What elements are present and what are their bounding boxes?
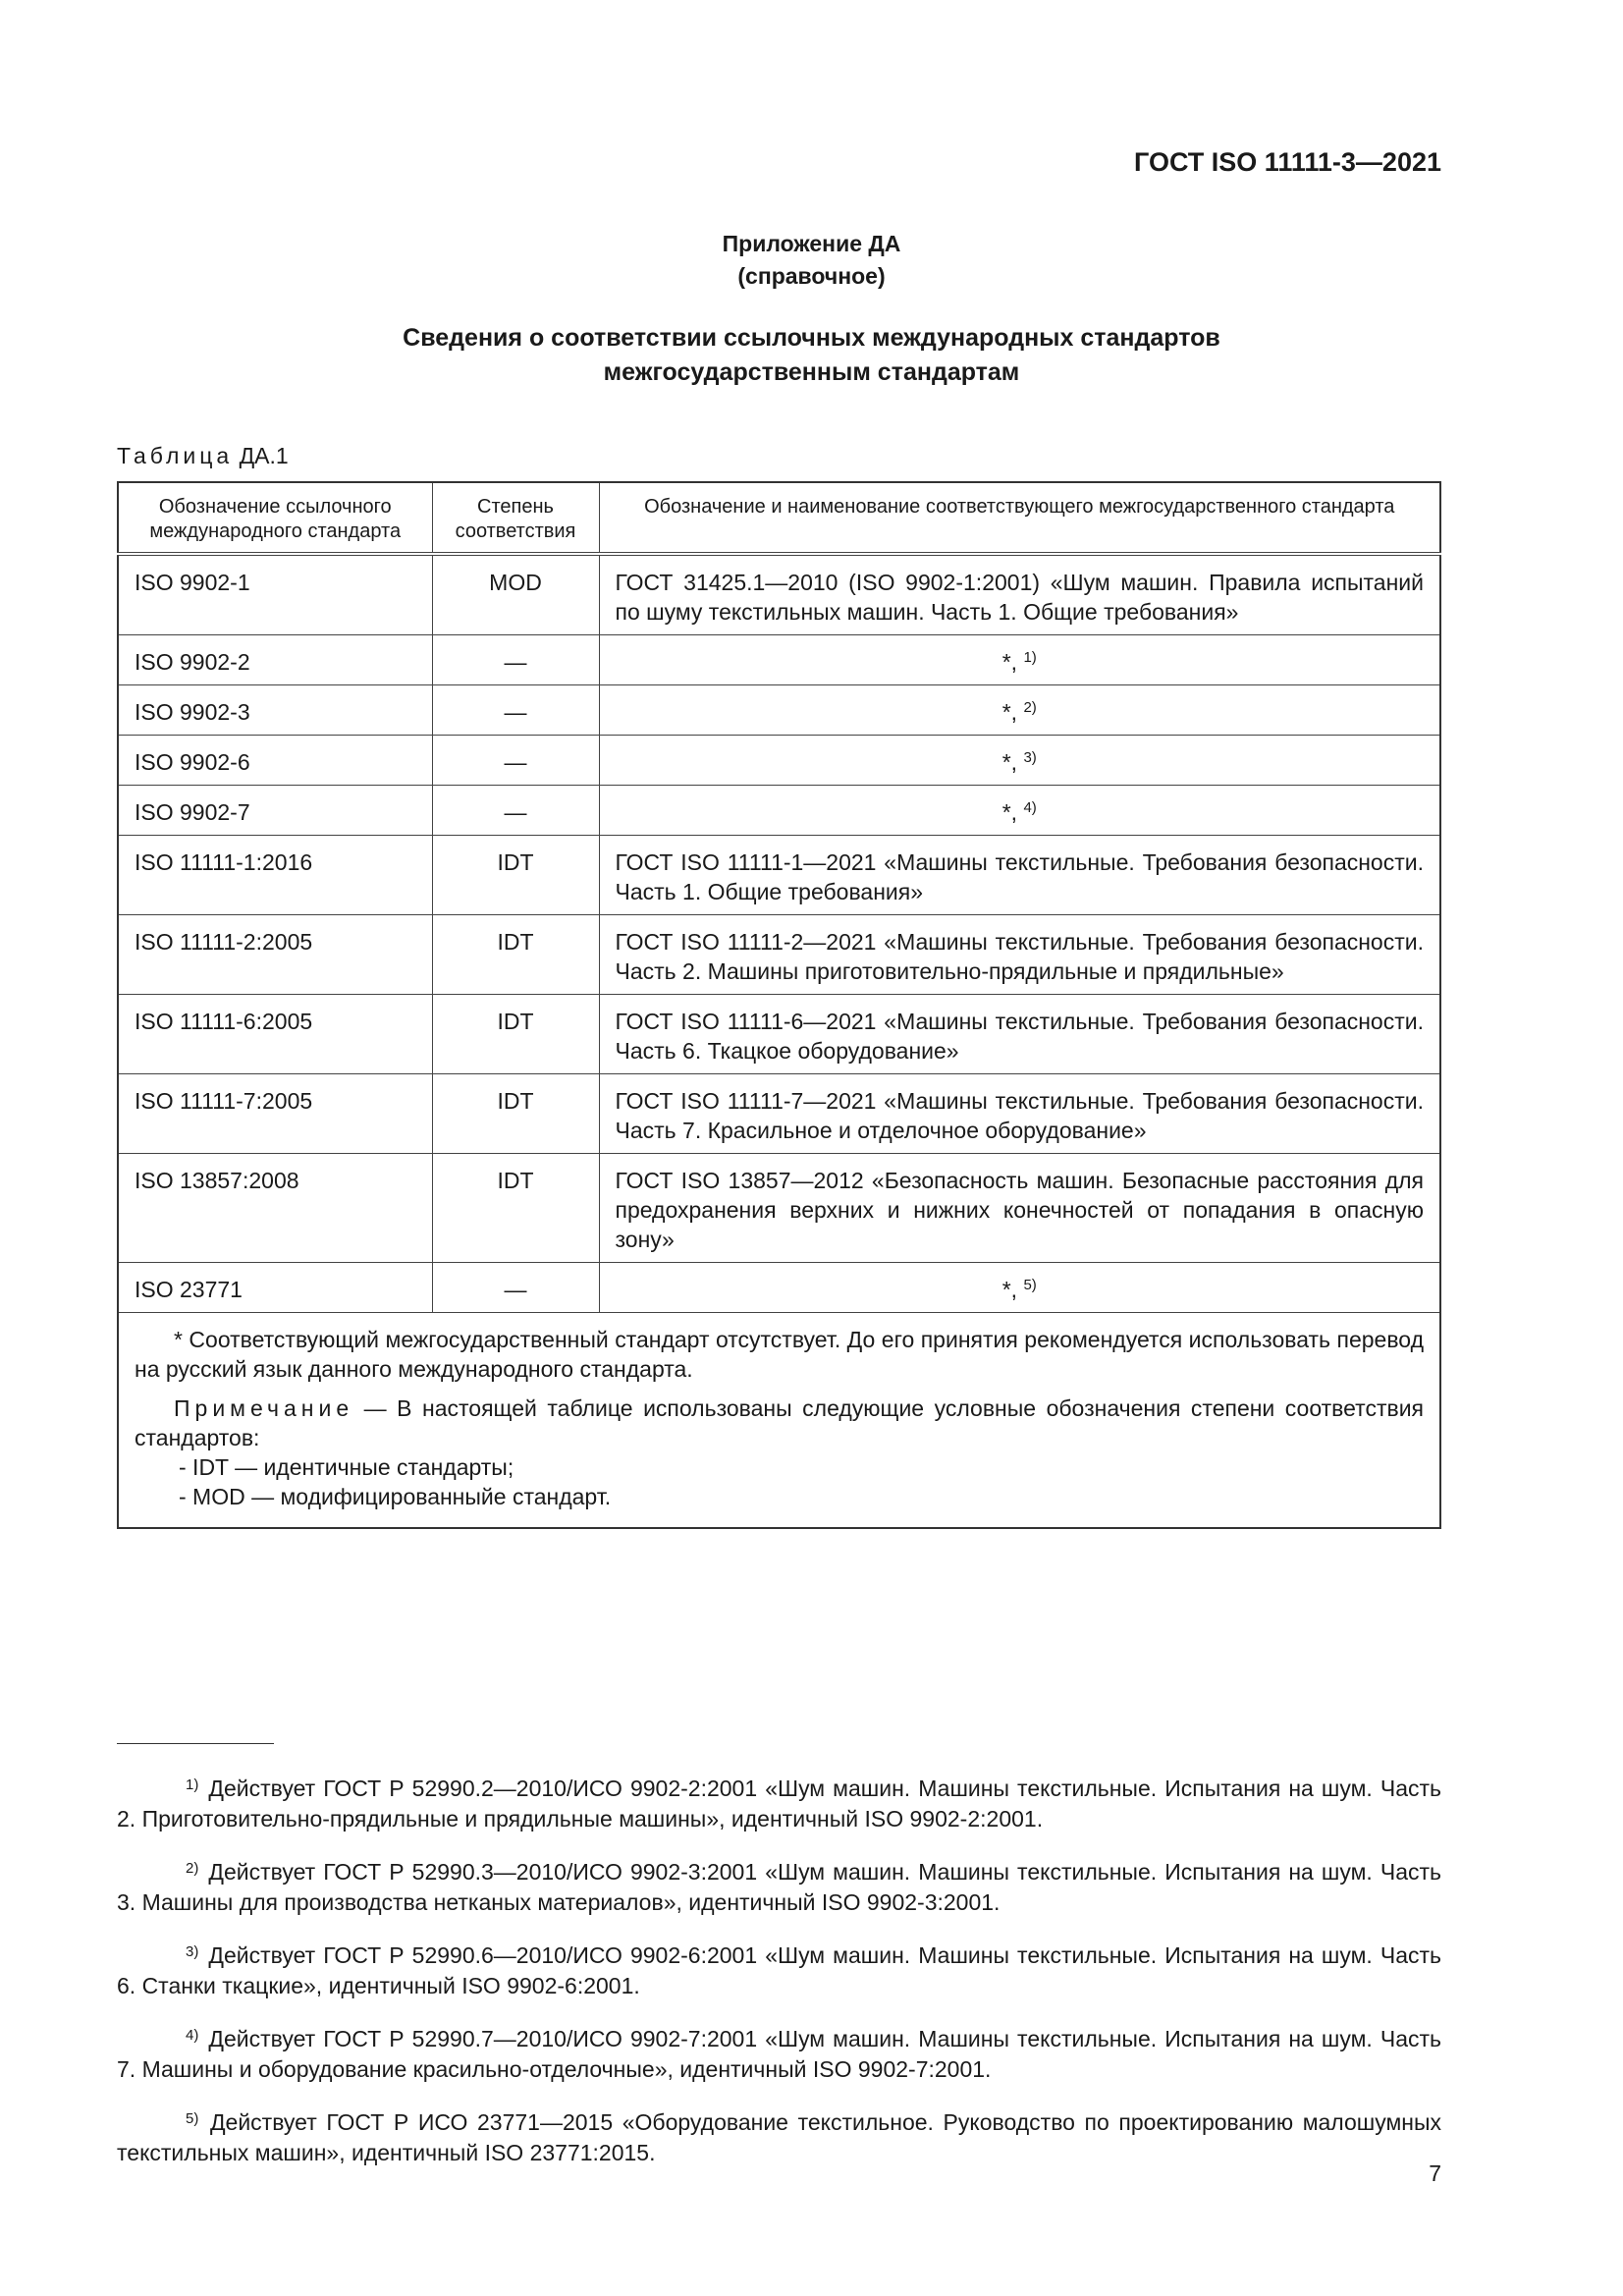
cell-degree: — [432, 736, 599, 786]
footnote-ref: 2) [1023, 699, 1037, 716]
national-standard-text: ГОСТ 31425.1—2010 (ISO 9902-1:2001) «Шум машин. Правила испытаний по шуму текстильных машин. Часть 1. Общие требования» [615, 570, 1424, 625]
cell-ref-standard: ISO 9902-3 [118, 685, 432, 736]
cell-ref-standard: ISO 11111-7:2005 [118, 1074, 432, 1154]
cell-national-standard [599, 836, 1440, 915]
table-row [118, 836, 1440, 915]
footnote-3 [117, 1941, 1441, 2001]
footnote-mark: 3) [186, 1943, 199, 1960]
note-item-idt: - IDT — идентичные стандарты; [179, 1454, 514, 1480]
table-row [118, 995, 1440, 1074]
page-number: 7 [1429, 2160, 1441, 2186]
cell-national-standard [599, 1263, 1440, 1313]
table-caption-number: ДА.1 [239, 443, 289, 468]
table-row [118, 736, 1440, 786]
table-body [118, 554, 1440, 1313]
cell-ref-standard: ISO 11111-6:2005 [118, 995, 432, 1074]
national-standard-text: ГОСТ ISO 11111-6—2021 «Машины текстильные. Требования безопасности. Часть 6. Ткацкое оборудование» [615, 1009, 1424, 1064]
table-row [118, 554, 1440, 635]
footnote-text: Действует ГОСТ Р 52990.3—2010/ИСО 9902-3:2001 «Шум машин. Машины текстильные. Испытания на шум. Часть 3. Машины для производства нетканых материалов», идентичный ISO 9902-3:2001. [117, 1859, 1442, 1915]
cell-degree: IDT [432, 995, 599, 1074]
footnote-ref: 5) [1023, 1277, 1037, 1293]
note-text: — В настоящей таблице использованы следующие условные обозначения степени соответствия стандартов: [135, 1395, 1424, 1450]
header-national-standard: Обозначение и наименование соответствующего межгосударственного стандарта [599, 482, 1440, 554]
cell-national-standard [599, 1154, 1440, 1263]
cell-ref-standard: ISO 11111-1:2016 [118, 836, 432, 915]
cell-degree: — [432, 1263, 599, 1313]
cell-national-standard [599, 554, 1440, 635]
note-item-mod: - MOD — модифицированныйе стандарт. [179, 1484, 612, 1509]
footnotes [117, 1751, 1441, 2177]
national-standard-text: ГОСТ ISO 11111-1—2021 «Машины текстильные. Требования безопасности. Часть 1. Общие требования» [615, 849, 1424, 904]
national-standard-text: *, [1001, 749, 1018, 775]
footnote-mark: 2) [186, 1860, 199, 1877]
cell-ref-standard: ISO 11111-2:2005 [118, 915, 432, 995]
section-title-line-1: Сведения о соответствии ссылочных международных стандартов [403, 324, 1220, 352]
national-standard-text: *, [1001, 699, 1018, 725]
cell-ref-standard: ISO 9902-6 [118, 736, 432, 786]
national-standard-text: *, [1001, 649, 1018, 675]
cell-ref-standard: ISO 9902-1 [118, 554, 432, 635]
national-standard-text: ГОСТ ISO 11111-7—2021 «Машины текстильные. Требования безопасности. Часть 7. Красильное и отделочное оборудование» [615, 1088, 1424, 1143]
appendix-heading [0, 228, 1623, 293]
footnote-ref: 4) [1023, 799, 1037, 816]
footnote-separator [117, 1743, 274, 1744]
note-word: Примечание [174, 1395, 354, 1421]
national-standard-text: *, [1001, 799, 1018, 825]
footnote-1 [117, 1774, 1441, 1834]
footnote-text: Действует ГОСТ Р ИСО 23771—2015 «Оборудование текстильное. Руководство по проектированию малошумных текстильных машин», идентичный ISO 23771:2015. [117, 2109, 1442, 2165]
table-row [118, 685, 1440, 736]
footnote-text: Действует ГОСТ Р 52990.6—2010/ИСО 9902-6:2001 «Шум машин. Машины текстильные. Испытания на шум. Часть 6. Станки ткацкие», идентичный ISO 9902-6:2001. [117, 1942, 1442, 1998]
cell-ref-standard: ISO 23771 [118, 1263, 432, 1313]
standards-correspondence-table [117, 481, 1441, 1529]
cell-ref-standard: ISO 9902-2 [118, 635, 432, 685]
table-row [118, 1074, 1440, 1154]
appendix-label: Приложение ДА [722, 231, 901, 256]
cell-ref-standard: ISO 13857:2008 [118, 1154, 432, 1263]
cell-national-standard [599, 736, 1440, 786]
header-ref-standard: Обозначение ссылочного международного стандарта [118, 482, 432, 554]
document-code: ГОСТ ISO 11111-3—2021 [1134, 147, 1441, 177]
cell-degree: IDT [432, 1154, 599, 1263]
table-row [118, 915, 1440, 995]
table-footer-row [118, 1313, 1440, 1529]
cell-national-standard [599, 995, 1440, 1074]
cell-national-standard [599, 1074, 1440, 1154]
footnote-ref: 3) [1023, 749, 1037, 766]
national-standard-text: ГОСТ ISO 13857—2012 «Безопасность машин. Безопасные расстояния для предохранения верхних и нижних конечностей от попадания в опасную зону» [615, 1168, 1424, 1252]
section-title [0, 321, 1623, 390]
cell-degree: IDT [432, 915, 599, 995]
cell-degree: — [432, 685, 599, 736]
footnote-mark: 4) [186, 2027, 199, 2044]
header-degree: Степень соответствия [432, 482, 599, 554]
table-caption-word: Таблица [117, 443, 234, 468]
national-standard-text: ГОСТ ISO 11111-2—2021 «Машины текстильные. Требования безопасности. Часть 2. Машины приготовительно-прядильные и прядильные» [615, 929, 1424, 984]
table-row [118, 635, 1440, 685]
footnote-text: Действует ГОСТ Р 52990.7—2010/ИСО 9902-7:2001 «Шум машин. Машины текстильные. Испытания на шум. Часть 7. Машины и оборудование красильно-отделочные», идентичный ISO 9902-7:2001. [117, 2026, 1442, 2082]
cell-national-standard [599, 915, 1440, 995]
cell-ref-standard: ISO 9902-7 [118, 786, 432, 836]
cell-national-standard [599, 635, 1440, 685]
national-standard-text: *, [1001, 1277, 1018, 1302]
footnote-4 [117, 2024, 1441, 2085]
cell-degree: — [432, 635, 599, 685]
table-row [118, 1263, 1440, 1313]
footnote-5 [117, 2107, 1441, 2168]
cell-degree: IDT [432, 836, 599, 915]
cell-national-standard [599, 786, 1440, 836]
table-row [118, 786, 1440, 836]
cell-degree: MOD [432, 554, 599, 635]
section-title-line-2: межгосударственным стандартам [603, 358, 1020, 386]
footnote-mark: 1) [186, 1777, 199, 1793]
footnote-mark: 5) [186, 2110, 199, 2127]
table-caption [117, 443, 289, 469]
star-note: * Соответствующий межгосударственный стандарт отсутствует. До его принятия рекомендуется использовать перевод на русский язык данного международного стандарта. [135, 1327, 1424, 1382]
footnote-ref: 1) [1023, 649, 1037, 666]
cell-degree: IDT [432, 1074, 599, 1154]
footnote-2 [117, 1857, 1441, 1918]
cell-degree: — [432, 786, 599, 836]
note-paragraph [135, 1394, 1424, 1452]
table-header-row [118, 482, 1440, 554]
appendix-type: (справочное) [737, 263, 886, 289]
cell-national-standard [599, 685, 1440, 736]
table-row [118, 1154, 1440, 1263]
table-notes [118, 1313, 1440, 1529]
footnote-text: Действует ГОСТ Р 52990.2—2010/ИСО 9902-2:2001 «Шум машин. Машины текстильные. Испытания на шум. Часть 2. Приготовительно-прядильные и прядильные машины», идентичный ISO 9902-2:2001. [117, 1776, 1442, 1831]
